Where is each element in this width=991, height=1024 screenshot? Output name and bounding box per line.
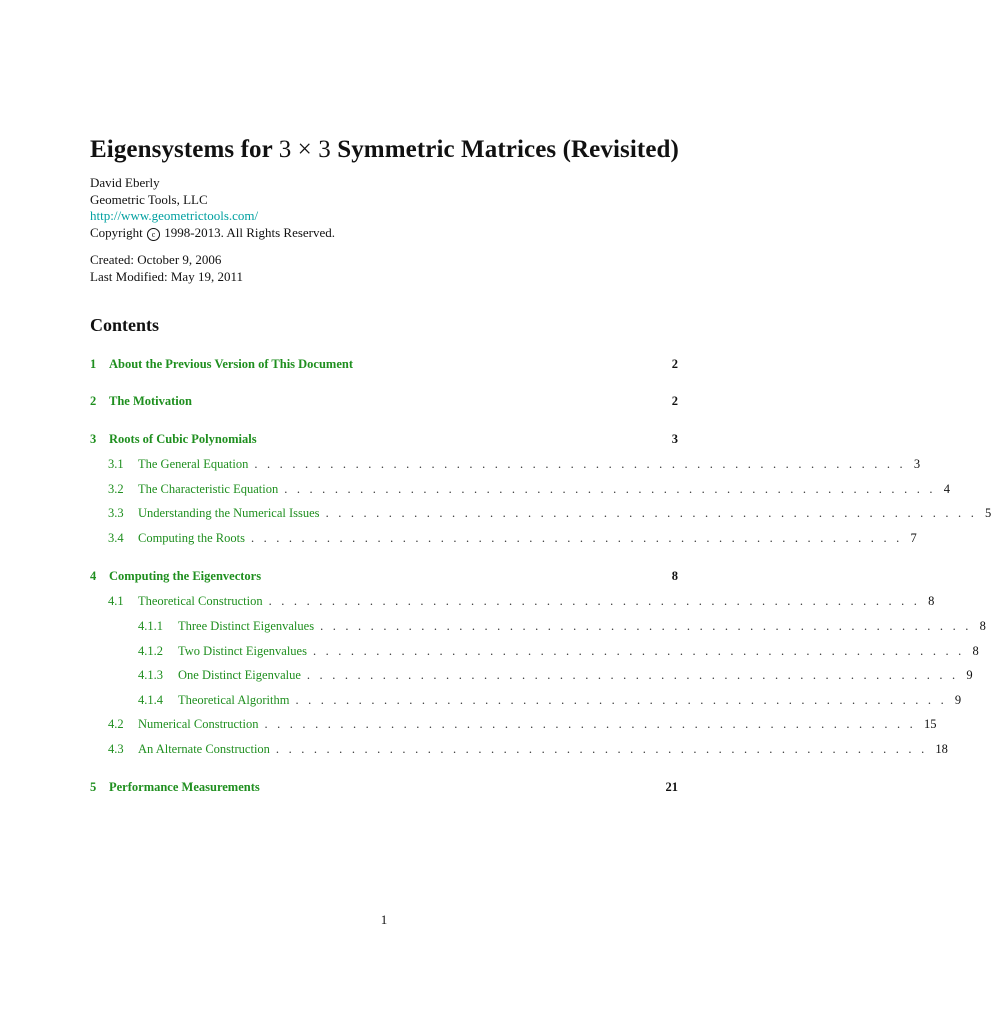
toc-number: 4.3	[108, 742, 124, 756]
toc-leader: . . . . . . . . . . . . . . . . . . . . . . . . . . . . . . . . . . . . . . . . . . . . . . . . . . . .	[284, 482, 936, 496]
toc-leader: . . . . . . . . . . . . . . . . . . . . . . . . . . . . . . . . . . . . . . . . . . . . . . . . . . . .	[275, 742, 928, 756]
toc-page: 8	[928, 594, 935, 608]
toc-page: 18	[935, 742, 948, 756]
toc-label: Computing the Roots	[138, 531, 245, 545]
toc-number: 4.1	[108, 594, 124, 608]
toc-label: Understanding the Numerical Issues	[138, 506, 320, 520]
toc-label: The Motivation	[109, 394, 192, 408]
toc-page: 9	[954, 693, 962, 707]
toc-number: 4.1.1	[138, 619, 163, 633]
toc-number: 4.1.4	[138, 693, 163, 707]
toc-leader: . . . . . . . . . . . . . . . . . . . . . . . . . . . . . . . . . . . . . . . . . . . . . . . . . . . .	[268, 594, 921, 608]
title-suffix: Symmetric Matrices (Revisited)	[330, 136, 679, 163]
toc-leader: . . . . . . . . . . . . . . . . . . . . . . . . . . . . . . . . . . . . . . . . . . . . . . . . . . . .	[264, 717, 916, 731]
toc-entry-3-3[interactable]	[108, 506, 991, 524]
copyright-icon: c	[147, 228, 160, 241]
toc-page: 15	[923, 717, 937, 731]
toc-label: Roots of Cubic Polynomials	[109, 432, 257, 446]
contents-heading: Contents	[90, 315, 160, 335]
toc-page: 21	[665, 780, 678, 794]
toc-page: 5	[985, 506, 991, 520]
toc-entry-3-1[interactable]	[108, 457, 921, 475]
document-title	[90, 136, 679, 164]
toc-page: 2	[671, 394, 678, 408]
author-name: David Eberly	[90, 175, 160, 190]
toc-number: 1	[90, 357, 97, 371]
toc-label: One Distinct Eigenvalue	[178, 668, 301, 682]
toc-page: 7	[910, 531, 917, 545]
copyright-label: Copyright	[90, 224, 143, 240]
toc-page: 8	[671, 569, 678, 583]
toc-number: 4	[90, 569, 97, 583]
toc-label: Theoretical Algorithm	[178, 693, 290, 707]
toc-entry-4-1-4[interactable]	[138, 693, 962, 711]
website-link[interactable]: http://www.geometrictools.com/	[90, 208, 259, 223]
toc-entry-2[interactable]	[90, 394, 678, 412]
title-math: 3 × 3	[278, 136, 331, 163]
toc-page: 8	[972, 644, 979, 658]
modified-date: Last Modified: May 19, 2011	[90, 268, 243, 284]
toc-label: The General Equation	[138, 457, 249, 471]
toc-label: Computing the Eigenvectors	[109, 569, 262, 583]
toc-number: 4.1.3	[138, 668, 163, 682]
toc-entry-3[interactable]	[90, 432, 678, 450]
toc-page: 9	[966, 668, 973, 682]
toc-entry-4-2[interactable]	[108, 717, 937, 735]
created-date: Created: October 9, 2006	[90, 252, 222, 267]
toc-entry-3-4[interactable]	[108, 531, 917, 549]
copyright-line	[90, 225, 335, 242]
toc-label: About the Previous Version of This Document	[109, 357, 354, 371]
toc-entry-4-1[interactable]	[108, 594, 935, 612]
toc-leader: . . . . . . . . . . . . . . . . . . . . . . . . . . . . . . . . . . . . . . . . . . . . . . . . . . . .	[295, 693, 947, 707]
toc-label: Two Distinct Eigenvalues	[178, 644, 307, 658]
toc-number: 3.3	[108, 506, 124, 520]
organization: Geometric Tools, LLC	[90, 191, 208, 207]
toc-entry-5[interactable]	[90, 780, 678, 798]
toc-label: An Alternate Construction	[138, 742, 270, 756]
toc-entry-4-3[interactable]	[108, 742, 948, 760]
toc-entry-4-1-1[interactable]	[138, 619, 986, 637]
copyright-text: 1998-2013. All Rights Reserved.	[164, 224, 336, 240]
toc-number: 3.4	[108, 531, 124, 545]
author-block	[90, 175, 335, 241]
toc-page: 4	[943, 482, 950, 496]
toc-page: 3	[913, 457, 921, 471]
toc-entry-1[interactable]	[90, 357, 678, 375]
toc-entry-4-1-2[interactable]	[138, 644, 979, 662]
toc-label: Three Distinct Eigenvalues	[178, 619, 315, 633]
toc-entry-4[interactable]	[90, 569, 678, 587]
toc-leader: . . . . . . . . . . . . . . . . . . . . . . . . . . . . . . . . . . . . . . . . . . . . . . . . . . . .	[250, 531, 903, 545]
toc-leader: . . . . . . . . . . . . . . . . . . . . . . . . . . . . . . . . . . . . . . . . . . . . . . . . . . . .	[306, 668, 959, 682]
toc-leader: . . . . . . . . . . . . . . . . . . . . . . . . . . . . . . . . . . . . . . . . . . . . . . . . . . . .	[254, 457, 906, 471]
toc-label: Performance Measurements	[109, 780, 260, 794]
toc-number: 2	[90, 394, 97, 408]
toc-page: 3	[671, 432, 678, 446]
toc-label: Numerical Construction	[138, 717, 259, 731]
toc-page: 8	[979, 619, 986, 633]
toc-number: 5	[90, 780, 97, 794]
toc-label: The Characteristic Equation	[138, 482, 279, 496]
toc-page: 2	[671, 357, 678, 371]
toc-number: 3	[90, 432, 97, 446]
toc-entry-4-1-3[interactable]	[138, 668, 973, 686]
date-block	[90, 252, 243, 285]
toc-number: 4.2	[108, 717, 124, 731]
toc-number: 3.2	[108, 482, 124, 496]
toc-entry-3-2[interactable]	[108, 482, 950, 500]
toc-leader: . . . . . . . . . . . . . . . . . . . . . . . . . . . . . . . . . . . . . . . . . . . . . . . . . . . .	[325, 506, 978, 520]
toc-number: 4.1.2	[138, 644, 163, 658]
toc-leader: . . . . . . . . . . . . . . . . . . . . . . . . . . . . . . . . . . . . . . . . . . . . . . . . . . . .	[320, 619, 972, 633]
title-prefix: Eigensystems for	[90, 136, 279, 163]
toc-number: 3.1	[108, 457, 124, 471]
toc-label: Theoretical Construction	[138, 594, 263, 608]
page-number: 1	[380, 912, 388, 927]
toc-leader: . . . . . . . . . . . . . . . . . . . . . . . . . . . . . . . . . . . . . . . . . . . . . . . . . . . .	[312, 644, 965, 658]
